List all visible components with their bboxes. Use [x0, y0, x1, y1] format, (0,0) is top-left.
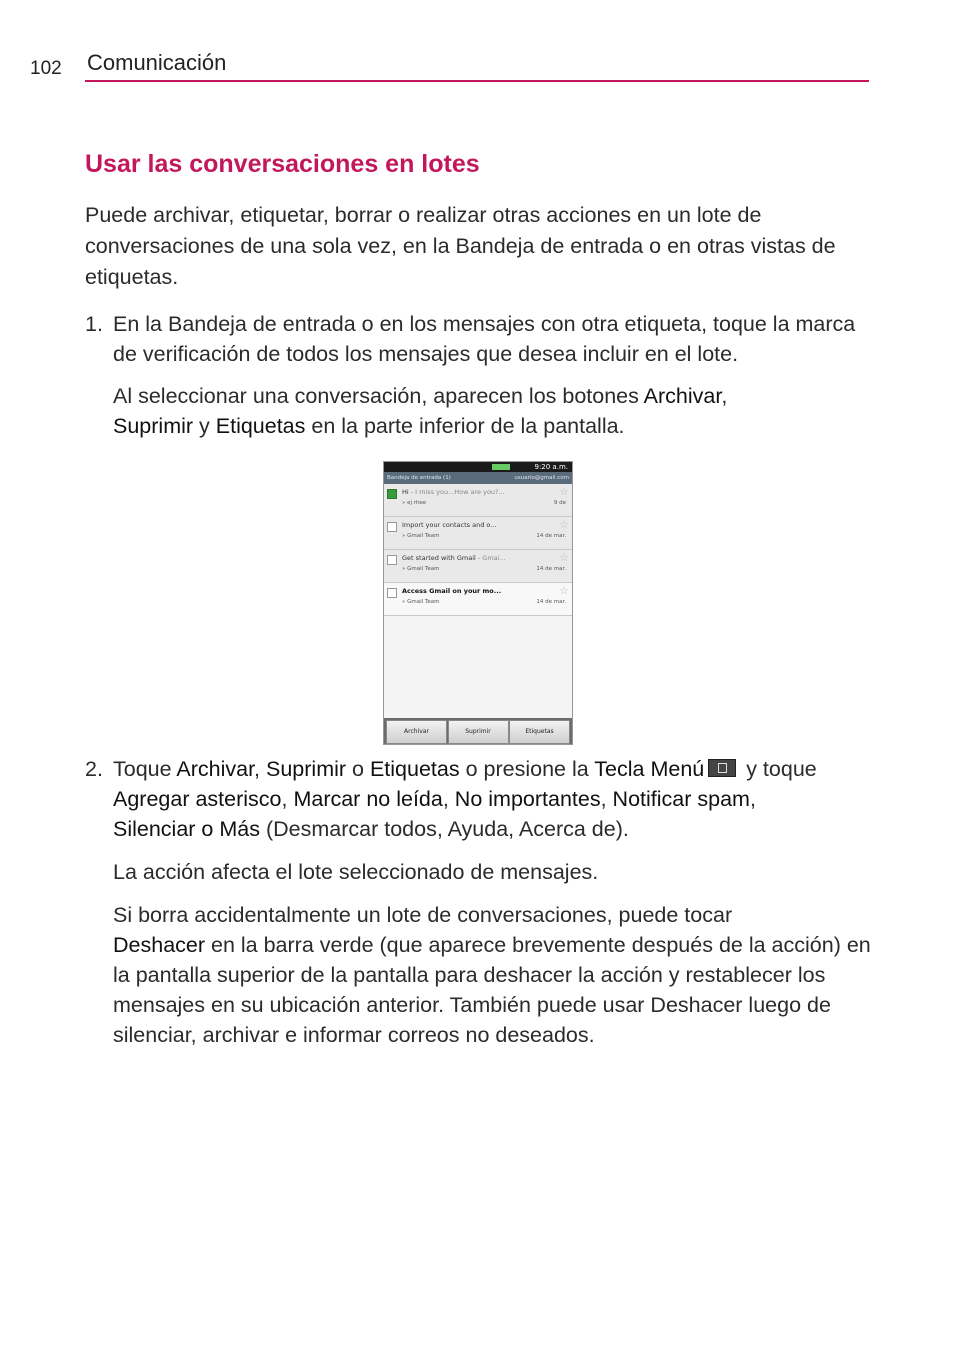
subject-text: Hi — [402, 488, 409, 496]
message-snippet: - I miss you...How are you?... — [408, 488, 505, 496]
marcar-no-leida-term: Marcar no leída — [293, 787, 443, 811]
empty-area — [384, 616, 572, 712]
header-divider — [85, 80, 869, 82]
suprimir-term: Suprimir — [266, 757, 347, 781]
section-title: Comunicación — [87, 50, 227, 75]
intro-paragraph: Puede archivar, etiquetar, borrar o realizar otras acciones en un lote de conversaciones de una sola vez, en la Bandeja de entrada o en otras vistas de etiquetas. — [85, 203, 836, 289]
step-text: o — [346, 757, 370, 781]
menu-key-icon — [708, 759, 736, 777]
note-text: en la parte inferior de la pantalla. — [305, 414, 625, 438]
message-subject — [402, 554, 552, 562]
message-checkbox[interactable] — [387, 489, 397, 499]
step-text: y toque — [740, 757, 817, 781]
message-row[interactable] — [384, 517, 572, 550]
message-subject — [402, 488, 552, 496]
subject-text: Access Gmail on your mo... — [402, 587, 502, 595]
message-checkbox[interactable] — [387, 522, 397, 532]
archivar-term: Archivar — [176, 757, 255, 781]
notificar-spam-term: Notificar spam — [612, 787, 750, 811]
batch-action-bar — [384, 718, 572, 744]
step-2-number: 2. — [85, 757, 103, 781]
silenciar-term: Silenciar o Más — [113, 817, 260, 841]
suprimir-term: Suprimir — [113, 414, 194, 438]
note-text: Si borra accidentalmente un lote de conversaciones, puede tocar — [113, 903, 733, 927]
message-date: 14 de mar. — [536, 566, 566, 572]
status-bar — [384, 462, 572, 472]
step-text: , — [281, 787, 294, 811]
archive-button[interactable]: Archivar — [386, 720, 447, 744]
step-text: , — [600, 787, 613, 811]
message-sender: » ej rhee — [402, 500, 427, 506]
note-text: , — [721, 384, 728, 408]
step-text: , — [254, 757, 266, 781]
step-text: o presione la — [459, 757, 595, 781]
note-text: en la barra verde (que aparece brevemente después de la acción) en la pantalla superior de la pantalla para deshacer la acción y restablecer los mensajes en su ubicación anterior. También puede usar Deshacer luego de silenciar, archivar e informar correos no deseados. — [113, 933, 871, 1047]
message-row[interactable] — [384, 583, 572, 616]
deshacer-term: Deshacer — [113, 933, 206, 957]
step-text: , — [442, 787, 455, 811]
message-checkbox[interactable] — [387, 588, 397, 598]
etiquetas-term: Etiquetas — [369, 757, 460, 781]
labels-button[interactable]: Etiquetas — [509, 720, 570, 744]
archivar-term: Archivar — [643, 384, 722, 408]
signal-icon — [492, 464, 510, 470]
agregar-asterisco-term: Agregar asterisco — [113, 787, 282, 811]
message-snippet: - Gmai... — [475, 554, 506, 562]
step-text: (Desmarcar todos, Ayuda, Acerca de). — [259, 817, 629, 841]
account-label: usuario@gmail.com — [514, 475, 569, 481]
message-subject — [402, 587, 552, 595]
star-icon[interactable]: ☆ — [559, 551, 569, 564]
no-importantes-term: No importantes — [454, 787, 601, 811]
note-text: Al seleccionar una conversación, aparecen los botones — [113, 384, 644, 408]
step-text: Toque — [113, 757, 177, 781]
message-sender: » Gmail Team — [402, 599, 440, 605]
message-date: 14 de mar. — [536, 599, 566, 605]
step-2-note-1: La acción afecta el lote seleccionado de mensajes. — [113, 860, 599, 884]
step-2-note-2 — [113, 900, 873, 1050]
step-2 — [85, 754, 870, 844]
message-subject — [402, 521, 552, 529]
status-time: 9:20 a.m. — [534, 463, 568, 471]
step-1 — [85, 309, 870, 369]
message-list — [384, 484, 572, 616]
message-row[interactable] — [384, 484, 572, 517]
delete-button[interactable]: Suprimir — [448, 720, 509, 744]
message-checkbox[interactable] — [387, 555, 397, 565]
etiquetas-term: Etiquetas — [215, 414, 306, 438]
message-row[interactable] — [384, 550, 572, 583]
message-date: 9 de — [553, 500, 566, 506]
star-icon[interactable]: ☆ — [559, 518, 569, 531]
step-text: , — [749, 787, 756, 811]
step-1-text: En la Bandeja de entrada o en los mensajes con otra etiqueta, toque la marca de verificación de todos los mensajes que desea incluir en el lote. — [113, 312, 856, 366]
page-number: 102 — [30, 58, 62, 79]
message-sender: » Gmail Team — [402, 566, 440, 572]
page-heading: Usar las conversaciones en lotes — [85, 150, 480, 178]
message-sender: » Gmail Team — [402, 533, 440, 539]
star-icon[interactable]: ☆ — [559, 584, 569, 597]
subject-text: Get started with Gmail — [402, 554, 476, 562]
inbox-header — [384, 472, 572, 484]
message-date: 14 de mar. — [536, 533, 566, 539]
note-text: y — [193, 414, 216, 438]
subject-text: Import your contacts and o... — [402, 521, 497, 529]
tecla-menu-term: Tecla Menú — [594, 757, 705, 781]
step-1-number: 1. — [85, 312, 103, 336]
step-2-text — [113, 754, 870, 844]
step-1-note — [113, 381, 873, 441]
inbox-label: Bandeja de entrada (1) — [387, 475, 451, 481]
gmail-screenshot — [383, 461, 573, 745]
star-icon[interactable]: ☆ — [559, 485, 569, 498]
